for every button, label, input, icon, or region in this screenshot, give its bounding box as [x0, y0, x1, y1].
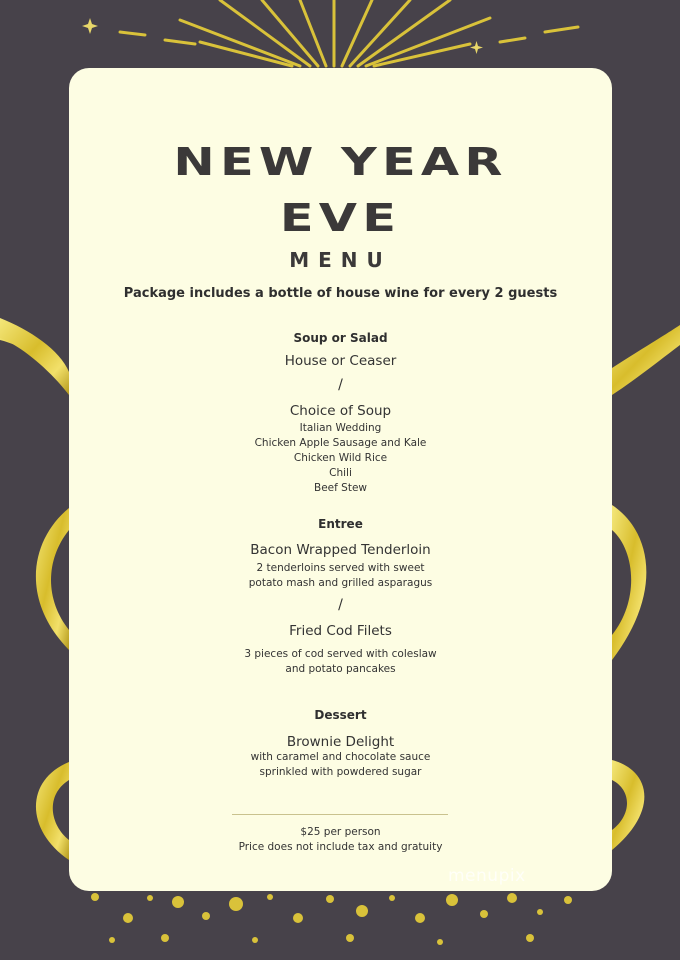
section-heading-dessert: Dessert — [314, 708, 367, 722]
package-note: Package includes a bottle of house wine for every 2 guests — [123, 286, 558, 301]
dessert-brownie-delight: Brownie Delight — [286, 734, 395, 750]
firework-burst — [180, 0, 490, 66]
menu-card — [69, 68, 612, 891]
option-house-ceaser: House or Ceaser — [284, 353, 397, 369]
watermark-logo: menupix — [448, 866, 526, 886]
section-heading-entree: Entree — [318, 517, 363, 531]
menu-label: MENU — [289, 248, 392, 272]
price-note: Price does not include tax and gratuity — [238, 841, 443, 853]
entree-2-description: 3 pieces of cod served with coleslaw and potato pancakes — [244, 648, 437, 675]
menu-title — [0, 134, 680, 246]
entree-separator: / — [338, 597, 343, 613]
gold-ribbon-right — [612, 325, 680, 850]
entree-bacon-wrapped-tenderloin: Bacon Wrapped Tenderloin — [250, 542, 431, 558]
list-item: Chicken Wild Rice — [293, 452, 388, 464]
soup-list — [69, 421, 612, 496]
list-item: Chili — [329, 467, 352, 479]
divider — [232, 814, 448, 815]
list-item: Chicken Apple Sausage and Kale — [254, 437, 427, 449]
confetti-dots — [91, 893, 572, 945]
option-separator: / — [338, 377, 343, 393]
title-line-2: EVE — [279, 196, 402, 240]
entree-fried-cod-filets: Fried Cod Filets — [289, 623, 392, 639]
gold-ribbon-left — [0, 318, 69, 860]
dessert-description: with caramel and chocolate sauce sprinkled with powdered sugar — [250, 751, 431, 778]
section-heading-soup-salad: Soup or Salad — [293, 331, 388, 345]
entree-1-description: 2 tenderloins served with sweet potato mash and grilled asparagus — [248, 562, 433, 589]
price-per-person: $25 per person — [300, 826, 381, 838]
sparkle-dashes — [120, 27, 578, 44]
list-item: Italian Wedding — [299, 422, 382, 434]
price-footer — [69, 825, 612, 855]
option-choice-of-soup: Choice of Soup — [289, 403, 392, 419]
title-line-1: NEW YEAR — [173, 140, 508, 184]
list-item: Beef Stew — [314, 482, 367, 494]
